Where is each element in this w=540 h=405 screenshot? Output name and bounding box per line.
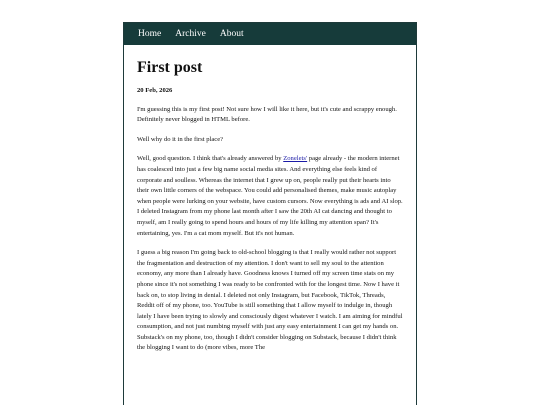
post-paragraph-3 <box>137 154 403 239</box>
paragraph-text: page already - the modern internet has coalesced into just a few big name social media sites. And everything else feels kind of corporate and soulless. Whereas the internet that I grew up on, people really put their hearts into their own little corners of the webspace. You could add personalised themes, make music autoplay when people were lurking on your website, have custom cursors. Now everything is ads and AI slop. I deleted Instagram from my phone last month after I saw the 20th AI cat dancing and thought to myself, am I really going to spend hours and hours of my life killing my attention span? It's entertaining, yes. I'm a cat mom myself. But it's not human. <box>137 155 403 237</box>
top-nav <box>124 23 416 45</box>
zonelets-link[interactable]: Zonelets' <box>283 155 308 163</box>
nav-about-link[interactable]: About <box>219 29 244 39</box>
nav-archive-link[interactable]: Archive <box>175 29 206 39</box>
post-paragraph-4: I guess a big reason I'm going back to old-school blogging is that I really would rather not support the fragmentation and destruction of my attention. I don't want to sell my soul to the attention economy, any more than I already have. Goodness knows I turned off my screen time stats on my phone since it's not something I was ready to be confronted with for the longest time. Now I have it back on, to stop living in denial. I deleted not only Instagram, but Facebook, TikTok, Threads, Reddit off of my phone, too. YouTube is still something that I allow myself to indulge in, though lately I have been trying to slowly and consciously digest whatever I watch. I am aiming for mindful consumption, and not just numbing myself with just any easy entertainment I can get my hands on. Substack's on my phone, too, though I didn't consider blogging on Substack, because I didn't think the blogging I want to do (more vibes, more The <box>137 249 403 352</box>
post-paragraph-1: I'm guessing this is my first post! Not sure how I will like it here, but it's cute and scrappy enough. Definitely never blogged in HTML before. <box>137 105 397 124</box>
paragraph-text: Well, good question. I think that's already answered by <box>137 155 284 163</box>
post-title: First post <box>137 59 203 76</box>
post-date: 20 Feb, 2026 <box>137 86 173 94</box>
post-paragraph-2: Well why do it in the first place? <box>137 135 224 143</box>
post-content <box>124 59 416 354</box>
nav-home-link[interactable]: Home <box>138 29 162 39</box>
blog-page <box>123 22 417 405</box>
